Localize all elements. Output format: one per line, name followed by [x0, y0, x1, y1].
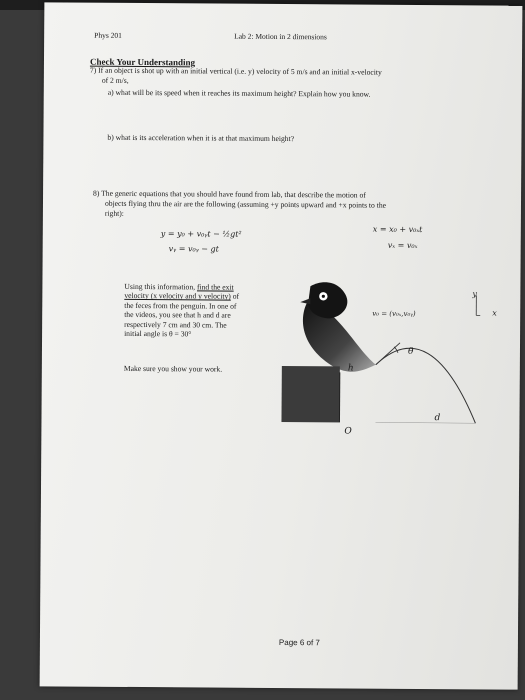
- info-rest2: the feces from the penguin. In one of: [124, 300, 237, 311]
- section-title: Check Your Understanding: [89, 56, 196, 68]
- equation-x-velocity: vₓ = v₀ₓ: [387, 240, 418, 250]
- info-intro: Using this information,: [124, 281, 196, 292]
- ledge-block: [281, 366, 339, 423]
- show-work-note: Make sure you show your work.: [123, 363, 223, 374]
- q8-line1: 8) The generic equations that you should have found from lab, that describe the motion of: [93, 188, 366, 200]
- velocity-arrow: [376, 343, 400, 365]
- page-number: Page 6 of 7: [278, 637, 320, 648]
- course-label: Phys 201: [94, 30, 122, 40]
- trajectory-arc: [375, 348, 476, 423]
- q8-line2: objects flying thru the air are the following (assuming +y points upward and +x points to the: [104, 198, 387, 210]
- axis-x-label: x: [492, 308, 497, 318]
- info-rest4: respectively 7 cm and 30 cm. The: [124, 319, 227, 330]
- penguin-diagram: [279, 272, 480, 423]
- document-page: [40, 2, 523, 689]
- q8-line3: right):: [104, 208, 124, 218]
- equation-y-position: y = y₀ + v₀ᵧt − ½gt²: [160, 229, 242, 239]
- theta-label: θ: [407, 346, 414, 357]
- equation-x-position: x = x₀ + v₀ₓt: [372, 224, 423, 234]
- penguin-figure: [300, 282, 377, 372]
- q7-line1: 7) If an object is shot up with an initial vertical (i.e. y) velocity of 5 m/s and an initial x-velocity: [89, 65, 382, 77]
- q7-part-b: b) what is its acceleration when it is at that maximum height?: [107, 132, 295, 144]
- velocity-label: v₀ = (v₀ₓ,v₀ᵧ): [372, 309, 416, 318]
- q7-part-a: a) what will be its speed when it reaches its maximum height? Explain how you know.: [107, 87, 371, 99]
- lab-title: Lab 2: Motion in 2 dimensions: [234, 31, 327, 42]
- q7-line2: of 2 m/s,: [101, 75, 129, 85]
- info-rest1: of: [232, 292, 240, 302]
- h-label: h: [347, 363, 354, 374]
- ground-line: [375, 423, 475, 424]
- equation-y-velocity: vᵧ = v₀ᵧ − gt: [168, 244, 219, 254]
- info-link1: find the exit: [196, 282, 234, 292]
- origin-label: O: [344, 426, 352, 437]
- info-link2: velocity (x velocity and y velocity): [124, 291, 231, 302]
- info-rest3: the videos, you see that h and d are: [124, 310, 231, 320]
- d-label: d: [434, 413, 441, 424]
- info-rest5: initial angle is θ = 30°: [124, 328, 192, 339]
- axis-y-label: y: [472, 289, 477, 299]
